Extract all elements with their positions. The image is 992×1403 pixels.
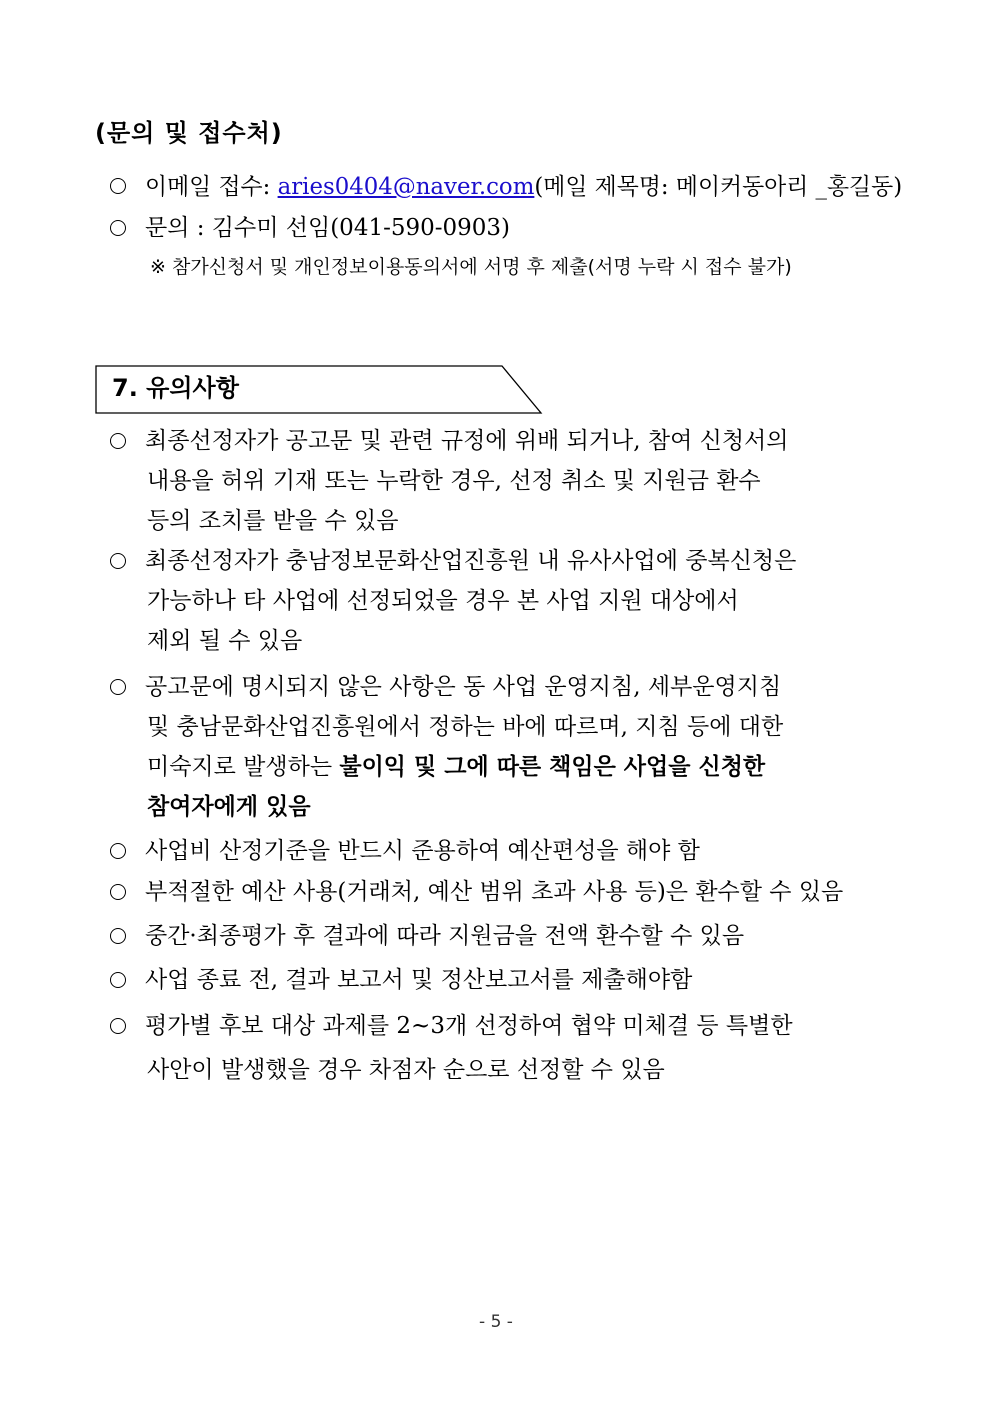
page-number: - 5 - xyxy=(479,1312,513,1332)
notice-item-3-line-3-bold: 불이익 및 그에 따른 책임은 사업을 신청한 xyxy=(339,753,766,780)
notice-item-1-line-1: 최종선정자가 공고문 및 관련 규정에 위배 되거나, 참여 신청서의 xyxy=(145,428,789,454)
bullet-icon xyxy=(110,884,126,900)
notice-item-3-line-4: 참여자에게 있음 xyxy=(147,793,311,820)
notice-item-5: 부적절한 예산 사용(거래처, 예산 범위 초과 사용 등)은 환수할 수 있음 xyxy=(145,879,844,905)
notice-item-1-line-2: 내용을 허위 기재 또는 누락한 경우, 선정 취소 및 지원금 환수 xyxy=(147,468,761,494)
notice-item-4: 사업비 산정기준을 반드시 준용하여 예산편성을 해야 함 xyxy=(145,838,700,864)
bullet-icon xyxy=(110,553,126,569)
section-title-box xyxy=(0,0,992,430)
section-title: 7. 유의사항 xyxy=(112,374,239,402)
bullet-icon xyxy=(110,433,126,449)
inquiry-line: 문의 : 김수미 선임(041-590-0903) xyxy=(145,215,511,241)
notice-item-2-line-3: 제외 될 수 있음 xyxy=(147,628,303,654)
email-subject: (메일 제목명: 메이커동아리 _홍길동) xyxy=(534,174,903,200)
notice-item-2-line-1: 최종선정자가 충남정보문화산업진흥원 내 유사사업에 중복신청은 xyxy=(145,548,797,574)
bullet-icon xyxy=(110,1018,126,1034)
notice-item-3-line-3-normal: 미숙지로 발생하는 xyxy=(147,754,340,780)
notice-item-3-line-1: 공고문에 명시되지 않은 사항은 동 사업 운영지침, 세부운영지침 xyxy=(145,674,782,700)
bullet-icon xyxy=(110,928,126,944)
notice-item-8-line-1: 평가별 후보 대상 과제를 2~3개 선정하여 협약 미체결 등 특별한 xyxy=(145,1013,793,1039)
notice-item-6: 중간·최종평가 후 결과에 따라 지원금을 전액 환수할 수 있음 xyxy=(145,923,745,949)
notice-item-1-line-3: 등의 조치를 받을 수 있음 xyxy=(147,508,399,534)
email-label: 이메일 접수: xyxy=(145,174,278,200)
bullet-icon xyxy=(110,843,126,859)
notice-item-7: 사업 종료 전, 결과 보고서 및 정산보고서를 제출해야함 xyxy=(145,967,693,993)
submission-note: ※ 참가신청서 및 개인정보이용동의서에 서명 후 제출(서명 누락 시 접수 불가) xyxy=(150,256,792,278)
bullet-icon xyxy=(110,679,126,695)
notice-item-8-line-2: 사안이 발생했을 경우 차점자 순으로 선정할 수 있음 xyxy=(147,1057,665,1083)
bullet-icon xyxy=(110,972,126,988)
contact-heading: (문의 및 접수처) xyxy=(95,119,283,147)
notice-item-2-line-2: 가능하나 타 사업에 선정되었을 경우 본 사업 지원 대상에서 xyxy=(147,588,739,614)
notice-item-3-line-3 xyxy=(147,752,765,782)
email-link[interactable]: aries0404@naver.com xyxy=(277,174,535,200)
notice-item-3-line-2: 및 충남문화산업진흥원에서 정하는 바에 따르며, 지침 등에 대한 xyxy=(147,714,784,740)
